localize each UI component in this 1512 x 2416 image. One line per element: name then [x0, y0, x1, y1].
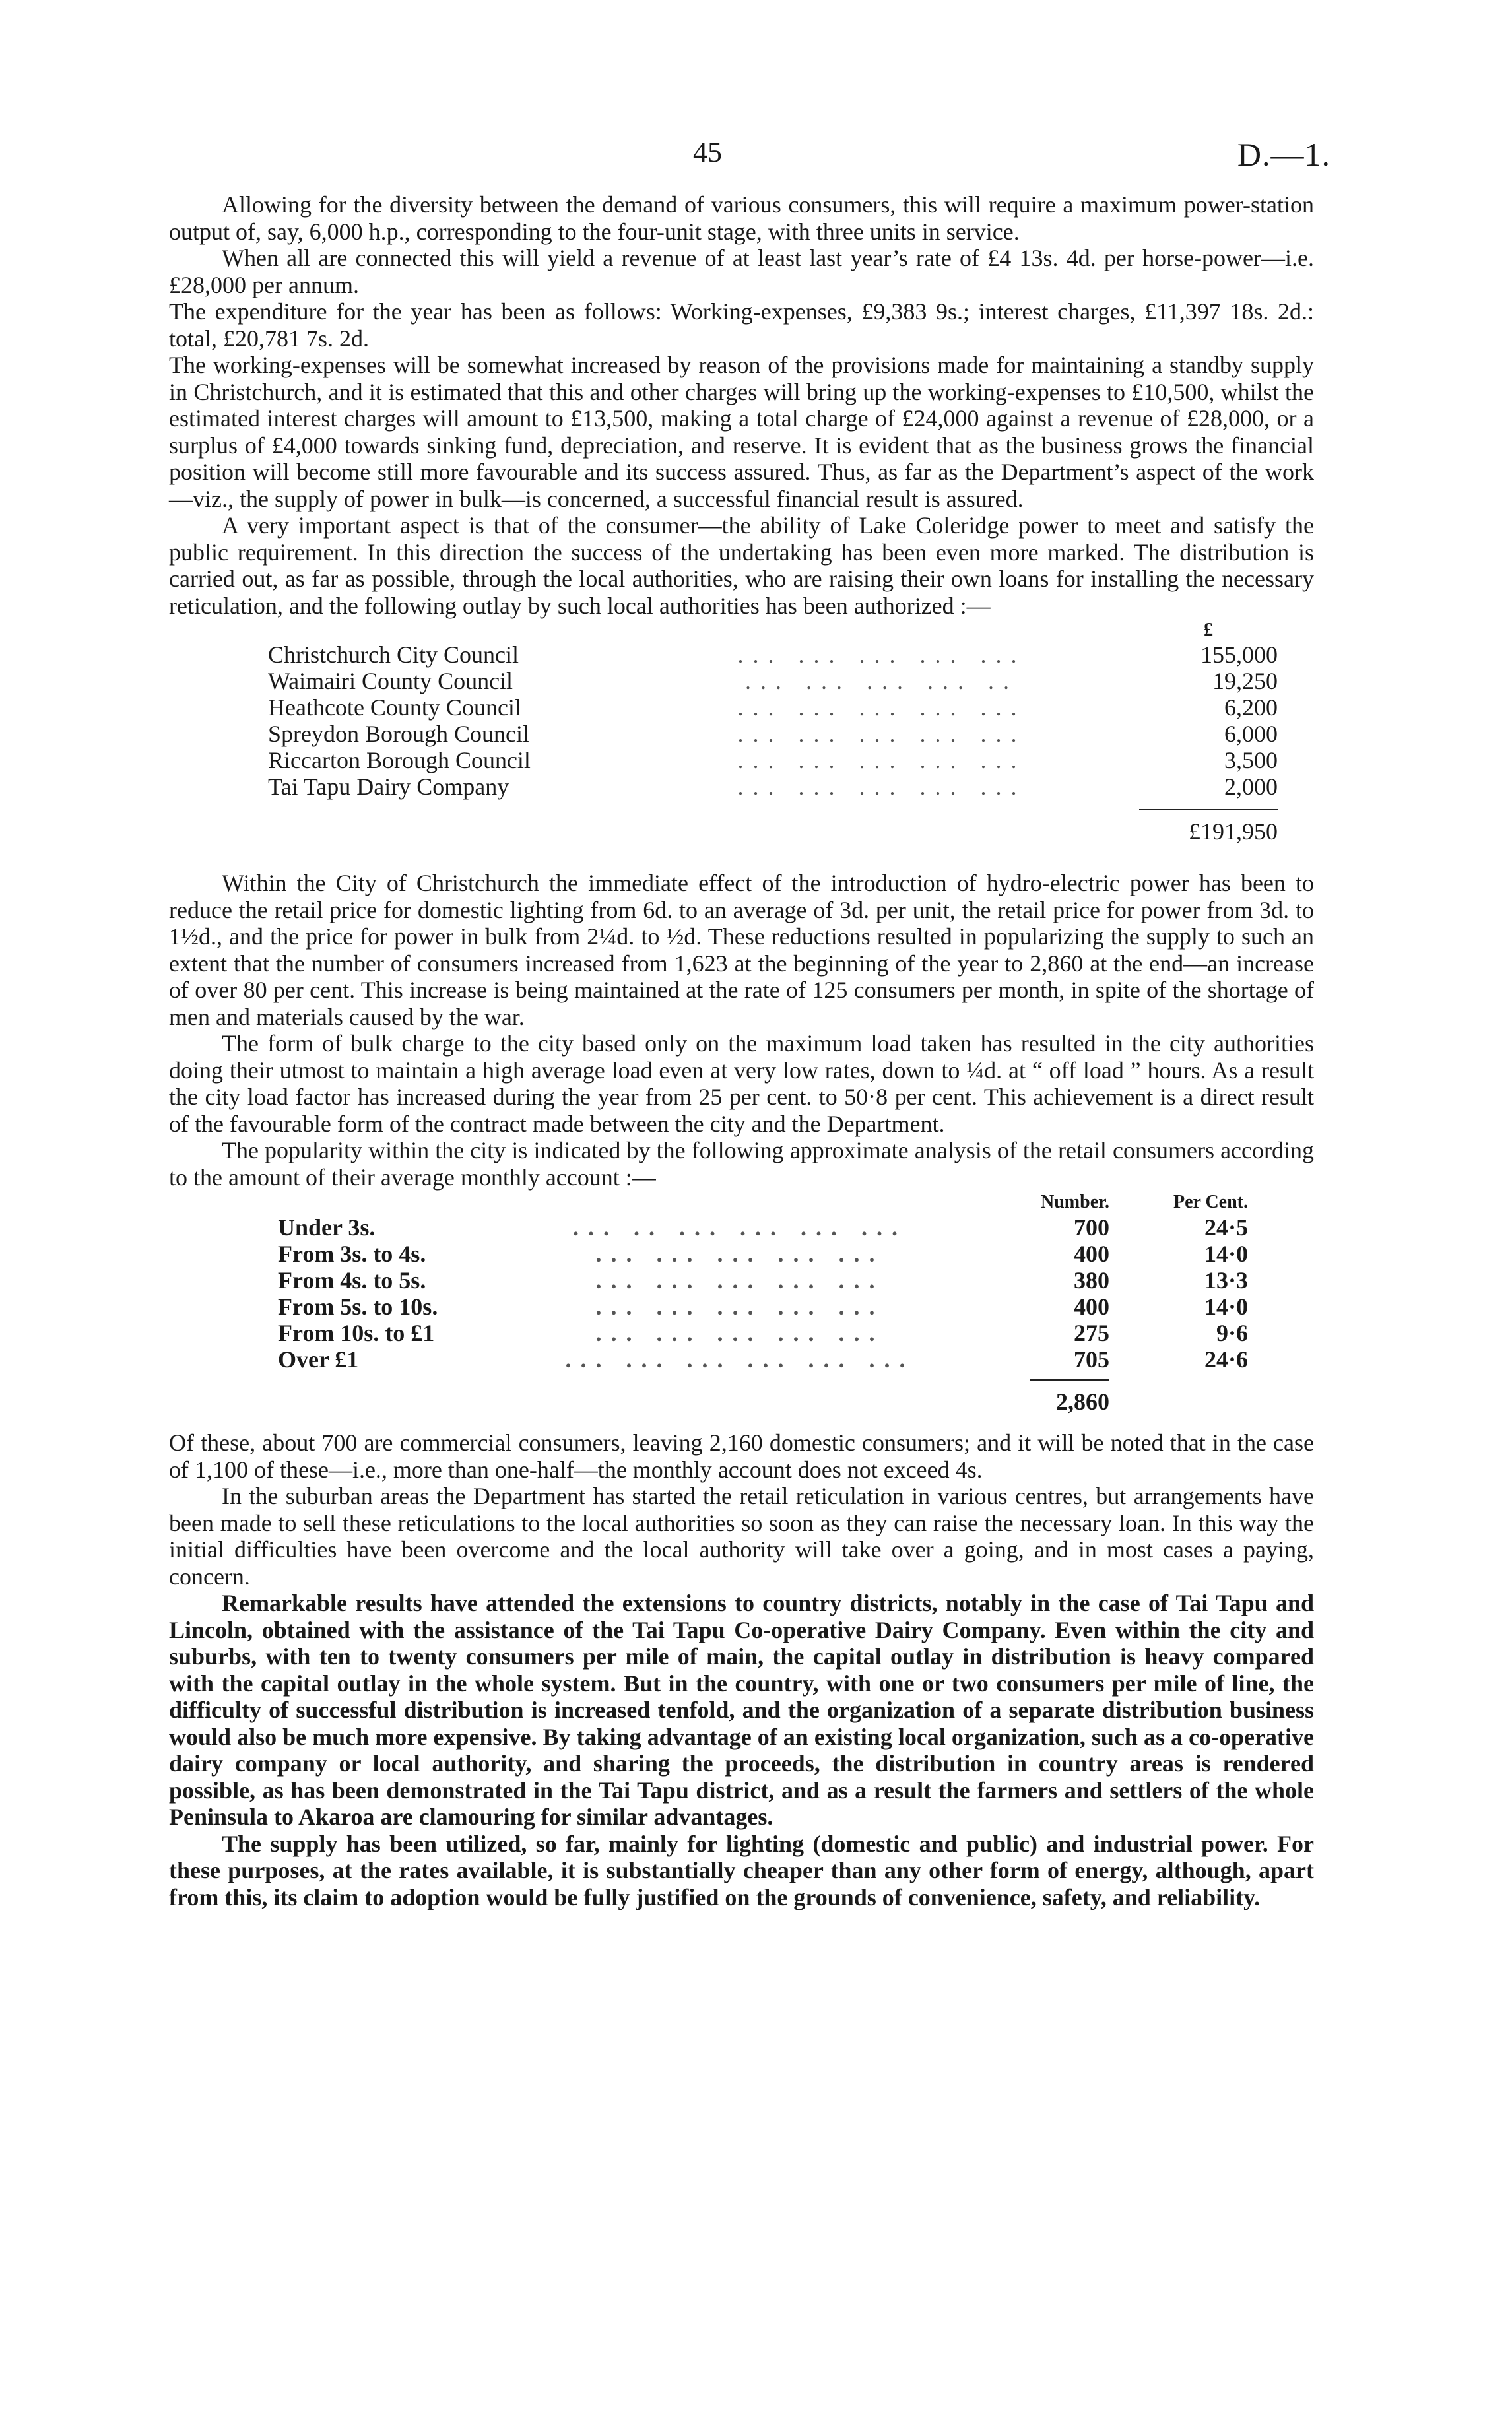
account-range: Over £1: [278, 1346, 359, 1373]
account-range: From 3s. to 4s.: [278, 1241, 426, 1267]
total-rule: [278, 1373, 1288, 1380]
authority-amount: 19,250: [1212, 668, 1278, 694]
document-code: D.—1.: [1237, 136, 1331, 173]
consumer-percent: 9·6: [1216, 1320, 1248, 1346]
table-row: From 4s. to 5s. ... ... ... ... ... 380 13·3: [278, 1267, 1288, 1293]
table-row: From 3s. to 4s. ... ... ... ... ... 400 14·0: [278, 1241, 1288, 1267]
paragraph: Allowing for the diversity between the demand of various consumers, this will require a maximum power-station output of, say, 6,000 h.p., corresponding to the four-unit stage, with three units in service.: [169, 191, 1314, 245]
table-row: Over £1 ... ... ... ... ... ... 705 24·6: [278, 1346, 1288, 1373]
consumers-table: [278, 1191, 1288, 1415]
paragraph: Remarkable results have attended the extensions to country districts, notably in the case of Tai Tapu and Lincoln, obtained with the assistance of the Tai Tapu Co-operative Dairy Company. Even within the city and suburbs, with ten to twenty consumers per mile of main, the capital outlay in distribution is heavy compared with the capital outlay in the whole system. But in the country, with one or two consumers per mile of line, the difficulty of successful distribution is increased tenfold, and the organization of a separate distribution business would also be much more expensive. By taking advantage of an existing local organization, such as a co-operative dairy company or local authority, and sharing the proceeds, the distribution in country areas is rendered possible, as has been demonstrated in the Tai Tapu district, and as a result the farmers and settlers of the whole Peninsula to Akaroa are clamouring for similar advantages.: [169, 1590, 1314, 1830]
table-total-row: [268, 810, 1278, 845]
table-row: Heathcote County Council ... ... ... ... ... 6,200: [268, 694, 1278, 721]
unit-label: £: [1204, 620, 1213, 640]
local-authorities-table: [268, 619, 1278, 845]
paragraph: The expenditure for the year has been as follows: Working-expenses, £9,383 9s.; interest charges, £11,397 18s. 2d.: total, £20,781 7s. 2d.: [169, 298, 1314, 352]
page-header: [0, 135, 1512, 181]
consumer-count: 380: [1074, 1267, 1109, 1293]
consumer-count: 705: [1074, 1346, 1109, 1373]
authority-amount: 6,000: [1224, 721, 1278, 747]
consumer-percent: 14·0: [1204, 1293, 1248, 1320]
authority-amount: 3,500: [1224, 747, 1278, 773]
paragraph: The working-expenses will be somewhat increased by reason of the provisions made for maintaining a standby supply in Christchurch, and it is estimated that this and other charges will bring up the working-expenses to £10,500, whilst the estimated interest charges will amount to £13,500, making a total charge of £24,000 against a revenue of £28,000, or a surplus of £4,000 towards sinking fund, depreciation, and reserve. It is evident that as the business grows the financial position will become still more favourable and its success assured. Thus, as far as the Department’s aspect of the work—viz., the supply of power in bulk—is concerned, a successful financial result is assured.: [169, 352, 1314, 512]
authority-name: Spreydon Borough Council: [268, 721, 529, 747]
authority-amount: 6,200: [1224, 694, 1278, 721]
table-row: Spreydon Borough Council ... ... ... ... ... 6,000: [268, 721, 1278, 747]
consumer-percent: 24·6: [1204, 1346, 1248, 1373]
body-text: [169, 191, 1314, 1910]
consumer-count: 400: [1074, 1293, 1109, 1320]
authorities-total: £191,950: [1189, 818, 1278, 845]
account-range: From 4s. to 5s.: [278, 1267, 426, 1293]
table-row: Under 3s. ... .. ... ... ... ... 700 24·5: [278, 1214, 1288, 1241]
account-range: Under 3s.: [278, 1214, 376, 1241]
table-total-row: [278, 1380, 1288, 1415]
table-row: Waimairi County Council ... ... ... ... .. 19,250: [268, 668, 1278, 694]
authority-name: Tai Tapu Dairy Company: [268, 773, 509, 800]
table-row: Christchurch City Council ... ... ... ... ... 155,000: [268, 641, 1278, 668]
paragraph: A very important aspect is that of the consumer—the ability of Lake Coleridge power to meet and satisfy the public requirement. In this direction the success of the undertaking has been even more marked. The distribution is carried out, as far as possible, through the local authorities, who are raising their own loans for installing the necessary reticulation, and the following outlay by such local authorities has been authorized :—: [169, 512, 1314, 619]
paragraph: The form of bulk charge to the city based only on the maximum load taken has resulted in the city authorities doing their utmost to maintain a high average load even at very low rates, down to ¼d. at “ off load ” hours. As a result the city load factor has increased during the year from 25 per cent. to 50·8 per cent. This achievement is a direct result of the favourable form of the contract made between the city and the Department.: [169, 1030, 1314, 1137]
total-rule: [268, 800, 1278, 810]
authority-amount: 2,000: [1224, 773, 1278, 800]
table-unit-row: [268, 619, 1278, 641]
account-range: From 5s. to 10s.: [278, 1293, 438, 1320]
table-row: From 5s. to 10s. ... ... ... ... ... 400 14·0: [278, 1293, 1288, 1320]
consumer-count: 700: [1074, 1214, 1109, 1241]
paragraph: The popularity within the city is indicated by the following approximate analysis of the retail consumers according to the amount of their average monthly account :—: [169, 1137, 1314, 1191]
page-number: 45: [693, 136, 722, 168]
consumers-total: 2,860: [1056, 1388, 1109, 1415]
authority-name: Waimairi County Council: [268, 668, 513, 694]
paragraph: Within the City of Christchurch the immediate effect of the introduction of hydro-electric power has been to reduce the retail price for domestic lighting from 6d. to an average of 3d. per unit, the retail price for power from 3d. to 1½d., and the price for power in bulk from 2¼d. to ½d. These reductions resulted in popularizing the supply to such an extent that the number of consumers increased from 1,623 at the beginning of the year to 2,860 at the end—an increase of over 80 per cent. This increase is being maintained at the rate of 125 consumers per month, in spite of the shortage of men and materials caused by the war.: [169, 870, 1314, 1030]
paragraph: The supply has been utilized, so far, mainly for lighting (domestic and public) and industrial power. For these purposes, at the rates available, it is substantially cheaper than any other form of energy, although, apart from this, its claim to adoption would be fully justified on the grounds of convenience, safety, and reliability.: [169, 1830, 1314, 1910]
consumer-percent: 13·3: [1204, 1267, 1248, 1293]
consumer-count: 275: [1074, 1320, 1109, 1346]
authority-name: Heathcote County Council: [268, 694, 521, 721]
table-header-row: [278, 1191, 1288, 1214]
table-row: From 10s. to £1 ... ... ... ... ... 275 9·6: [278, 1320, 1288, 1346]
authority-name: Christchurch City Council: [268, 641, 519, 668]
paragraph: Of these, about 700 are commercial consumers, leaving 2,160 domestic consumers; and it will be noted that in the case of 1,100 of these—i.e., more than one-half—the monthly account does not exceed 4s.: [169, 1429, 1314, 1483]
authority-name: Riccarton Borough Council: [268, 747, 531, 773]
column-header-number: Number.: [1041, 1192, 1109, 1212]
column-header-percent: Per Cent.: [1173, 1192, 1248, 1212]
authority-amount: 155,000: [1200, 641, 1278, 668]
paragraph: When all are connected this will yield a revenue of at least last year’s rate of £4 13s. 4d. per horse-power—i.e. £28,000 per annum.: [169, 245, 1314, 298]
consumer-percent: 24·5: [1204, 1214, 1248, 1241]
consumer-percent: 14·0: [1204, 1241, 1248, 1267]
table-row: Tai Tapu Dairy Company ... ... ... ... ... 2,000: [268, 773, 1278, 800]
paragraph: In the suburban areas the Department has started the retail reticulation in various centres, but arrangements have been made to sell these reticulations to the local authorities so soon as they can raise the necessary loan. In this way the initial difficulties have been overcome and the local authority will take over a going, and in most cases a paying, concern.: [169, 1483, 1314, 1590]
account-range: From 10s. to £1: [278, 1320, 435, 1346]
consumer-count: 400: [1074, 1241, 1109, 1267]
table-row: Riccarton Borough Council ... ... ... ... ... 3,500: [268, 747, 1278, 773]
